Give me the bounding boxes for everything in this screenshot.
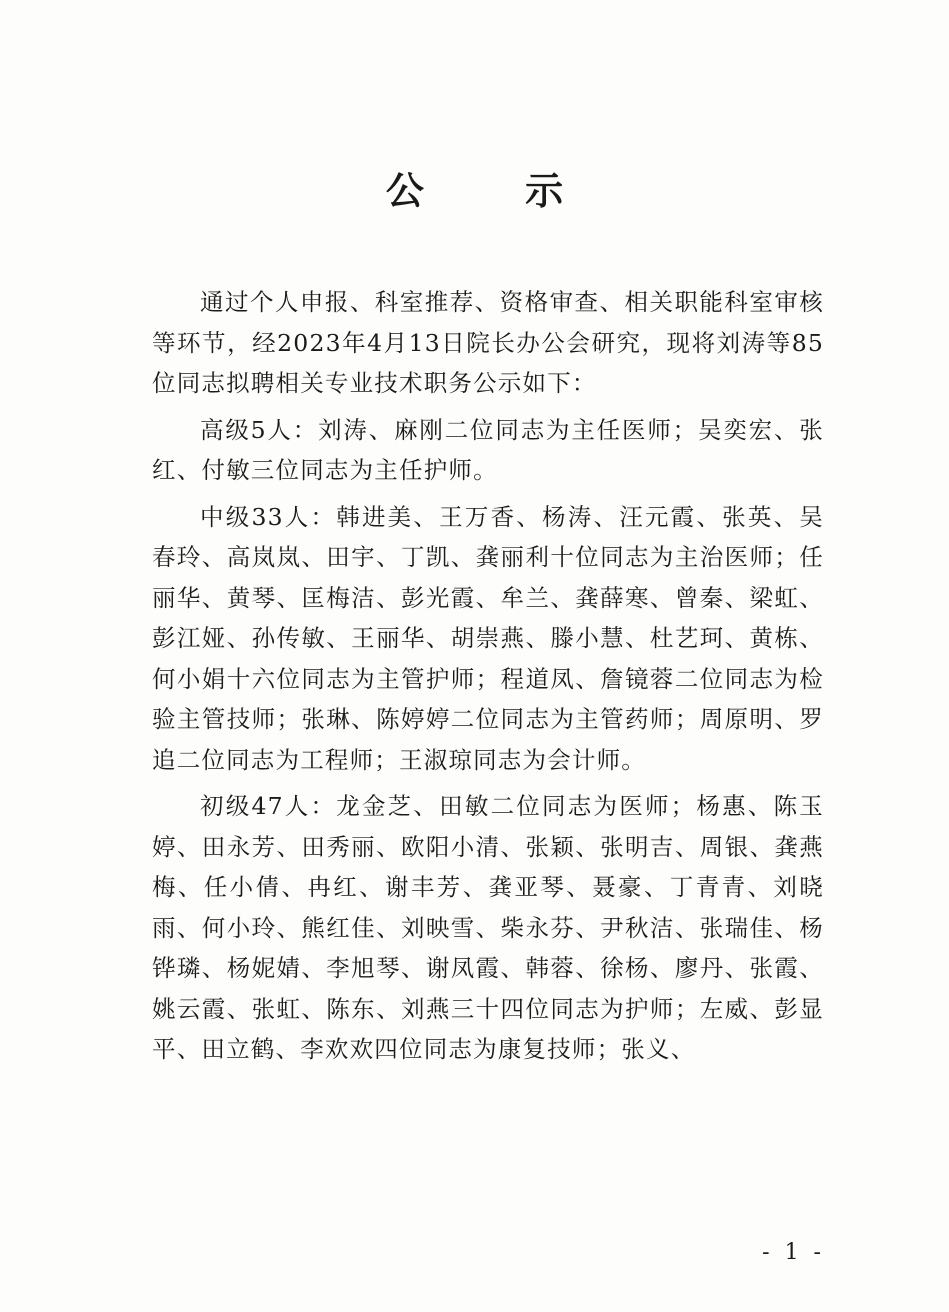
page-number: - 1 - bbox=[762, 1240, 825, 1265]
junior-level-paragraph: 初级47人：龙金芝、田敏二位同志为医师；杨惠、陈玉婷、田永芳、田秀丽、欧阳小清、张颖、张明吉、周银、龚燕梅、任小倩、冉红、谢丰芳、龚亚琴、聂豪、丁青青、刘晓雨、何小玲、熊红佳、刘映雪、柴永芬、尹秋洁、张瑞佳、杨铧璘、杨妮婧、李旭琴、谢凤霞、韩蓉、徐杨、廖丹、张霞、姚云霞、张虹、陈东、刘燕三十四位同志为护师；左威、彭显平、田立鹤、李欢欢四位同志为康复技师；张义、 bbox=[152, 792, 824, 1063]
intro-paragraph: 通过个人申报、科室推荐、资格审查、相关职能科室审核等环节，经2023年4月13日院长办公会研究，现将刘涛等85位同志拟聘相关专业技术职务公示如下： bbox=[152, 288, 824, 397]
senior-level-paragraph: 高级5人：刘涛、麻刚二位同志为主任医师；吴奕宏、张红、付敏三位同志为主任护师。 bbox=[152, 415, 824, 484]
document-title: 公 示 bbox=[385, 169, 608, 213]
intermediate-level-paragraph: 中级33人：韩进美、王万香、杨涛、汪元霞、张英、吴春玲、高岚岚、田宇、丁凯、龚丽利十位同志为主治医师；任丽华、黄琴、匡梅洁、彭光霞、牟兰、龚薛寒、曾秦、梁虹、彭江娅、孙传敏、王丽华、胡崇燕、滕小慧、杜艺珂、黄栋、何小娟十六位同志为主管护师；程道凤、詹镜蓉二位同志为检验主管技师；张琳、陈婷婷二位同志为主管药师；周原明、罗追二位同志为工程师；王淑琼同志为会计师。 bbox=[152, 502, 824, 774]
document-body bbox=[152, 282, 824, 1070]
